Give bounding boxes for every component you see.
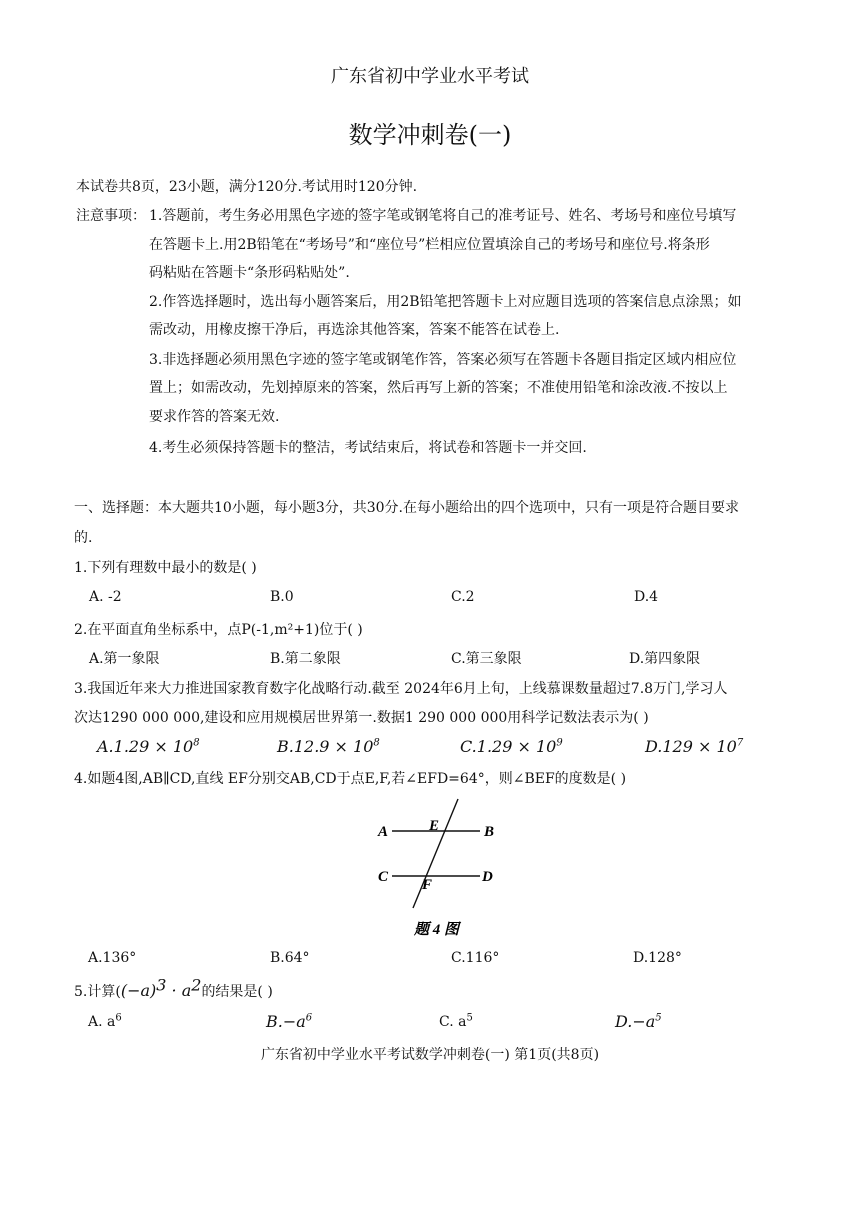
- question-5-stem: 5.计算($(-a)^3 \cdot a^2$的结果是( ): [74, 975, 273, 1000]
- notice-line: 码粘贴在答题卡“条形码粘贴处”.: [149, 265, 350, 281]
- label-a: A: [378, 824, 389, 840]
- label-e: E: [429, 818, 440, 834]
- page-footer: 广东省初中学业水平考试数学冲刺卷(一) 第1页(共8页): [260, 1047, 600, 1063]
- q5-option-b: $B.-a^6$: [266, 1012, 313, 1031]
- notice-line: 在答题卡上.用2B铅笔在“考场号”和“座位号”栏相应位置填涂自己的考场号和座位号.将条形: [149, 237, 710, 253]
- q3-option-d: $D.129 \times 10^7$: [645, 737, 744, 756]
- notice-label: 注意事项：: [76, 208, 146, 224]
- q1-option-c: C.2: [451, 589, 475, 605]
- paper-subtitle: 数学冲刺卷(一): [348, 121, 512, 149]
- label-d: D: [482, 869, 493, 885]
- question-4-figure: [370, 795, 510, 940]
- notice-line: 4.考生必须保持答题卡的整洁，考试结束后，将试卷和答题卡一并交回.: [149, 440, 587, 456]
- question-4-stem: 4.如题4图,AB∥CD,直线 EF分别交AB,CD于点E,F,若∠EFD=64°，则∠BEF的度数是( ): [74, 771, 627, 787]
- question-3-stem-line1: 3.我国近年来大力推进国家教育数字化战略行动.截至 2024年6月上旬，上线慕课数量超过7.8万门,学习人: [74, 681, 728, 697]
- label-f: F: [422, 877, 433, 893]
- label-b: B: [484, 824, 495, 840]
- notice-line: 需改动，用橡皮擦干净后，再选涂其他答案，答案不能答在试卷上.: [149, 322, 560, 338]
- q3-option-a: $A.1.29 \times 10^8$: [97, 737, 200, 756]
- q1-option-d: D.4: [634, 589, 659, 605]
- intro-text: 本试卷共8页，23小题，满分120分.考试用时120分钟.: [76, 179, 418, 195]
- notice-line: 1.答题前，考生务必用黑色字迹的签字笔或钢笔将自己的准考证号、姓名、考场号和座位号填写: [149, 208, 737, 224]
- figure-caption: 题 4 图: [414, 922, 460, 938]
- question-2-stem: 2.在平面直角坐标系中，点P(-1,m²+1)位于( ): [74, 622, 363, 638]
- q5-option-d: $D.-a^5$: [615, 1012, 662, 1031]
- q2-option-a: A.第一象限: [89, 651, 160, 667]
- q2-option-c: C.第三象限: [451, 651, 522, 667]
- notice-line: 3.非选择题必须用黑色字迹的签字笔或钢笔作答，答案必须写在答题卡各题目指定区域内相应位: [149, 352, 737, 368]
- notice-line: 要求作答的答案无效.: [149, 409, 280, 425]
- q4-option-d: D.128°: [633, 950, 682, 966]
- label-c: C: [378, 869, 389, 885]
- exam-title: 广东省初中学业水平考试: [331, 66, 529, 87]
- q3-option-c: $C.1.29 \times 10^9$: [460, 737, 563, 756]
- section-heading: 一、选择题：本大题共10小题，每小题3分，共30分.在每小题给出的四个选项中，只有一项是符合题目要求: [74, 500, 739, 516]
- q4-option-b: B.64°: [270, 950, 310, 966]
- q1-option-b: B.0: [270, 589, 294, 605]
- q1-option-a: A. -2: [89, 589, 122, 605]
- q5-option-c: C. $a^5$: [439, 1012, 473, 1030]
- section-heading-cont: 的.: [74, 530, 93, 546]
- q5-option-a: A. $a^6$: [88, 1012, 122, 1030]
- q3-option-b: $B.12.9 \times 10^8$: [277, 737, 380, 756]
- q2-option-b: B.第二象限: [270, 651, 341, 667]
- q2-option-d: D.第四象限: [629, 651, 701, 667]
- question-1-stem: 1.下列有理数中最小的数是( ): [74, 560, 257, 576]
- line-ef: [413, 799, 458, 908]
- question-3-stem-line2: 次达1290 000 000,建设和应用规模居世界第一.数据1 290 000 000用科学记数法表示为( ): [74, 710, 649, 726]
- notice-line: 置上；如需改动，先划掉原来的答案，然后再写上新的答案；不准使用铅笔和涂改液.不按以上: [149, 380, 728, 396]
- q4-option-c: C.116°: [451, 950, 500, 966]
- notice-line: 2.作答选择题时，选出每小题答案后，用2B铅笔把答题卡上对应题目选项的答案信息点涂黑；如: [149, 294, 742, 310]
- q4-option-a: A.136°: [88, 950, 137, 966]
